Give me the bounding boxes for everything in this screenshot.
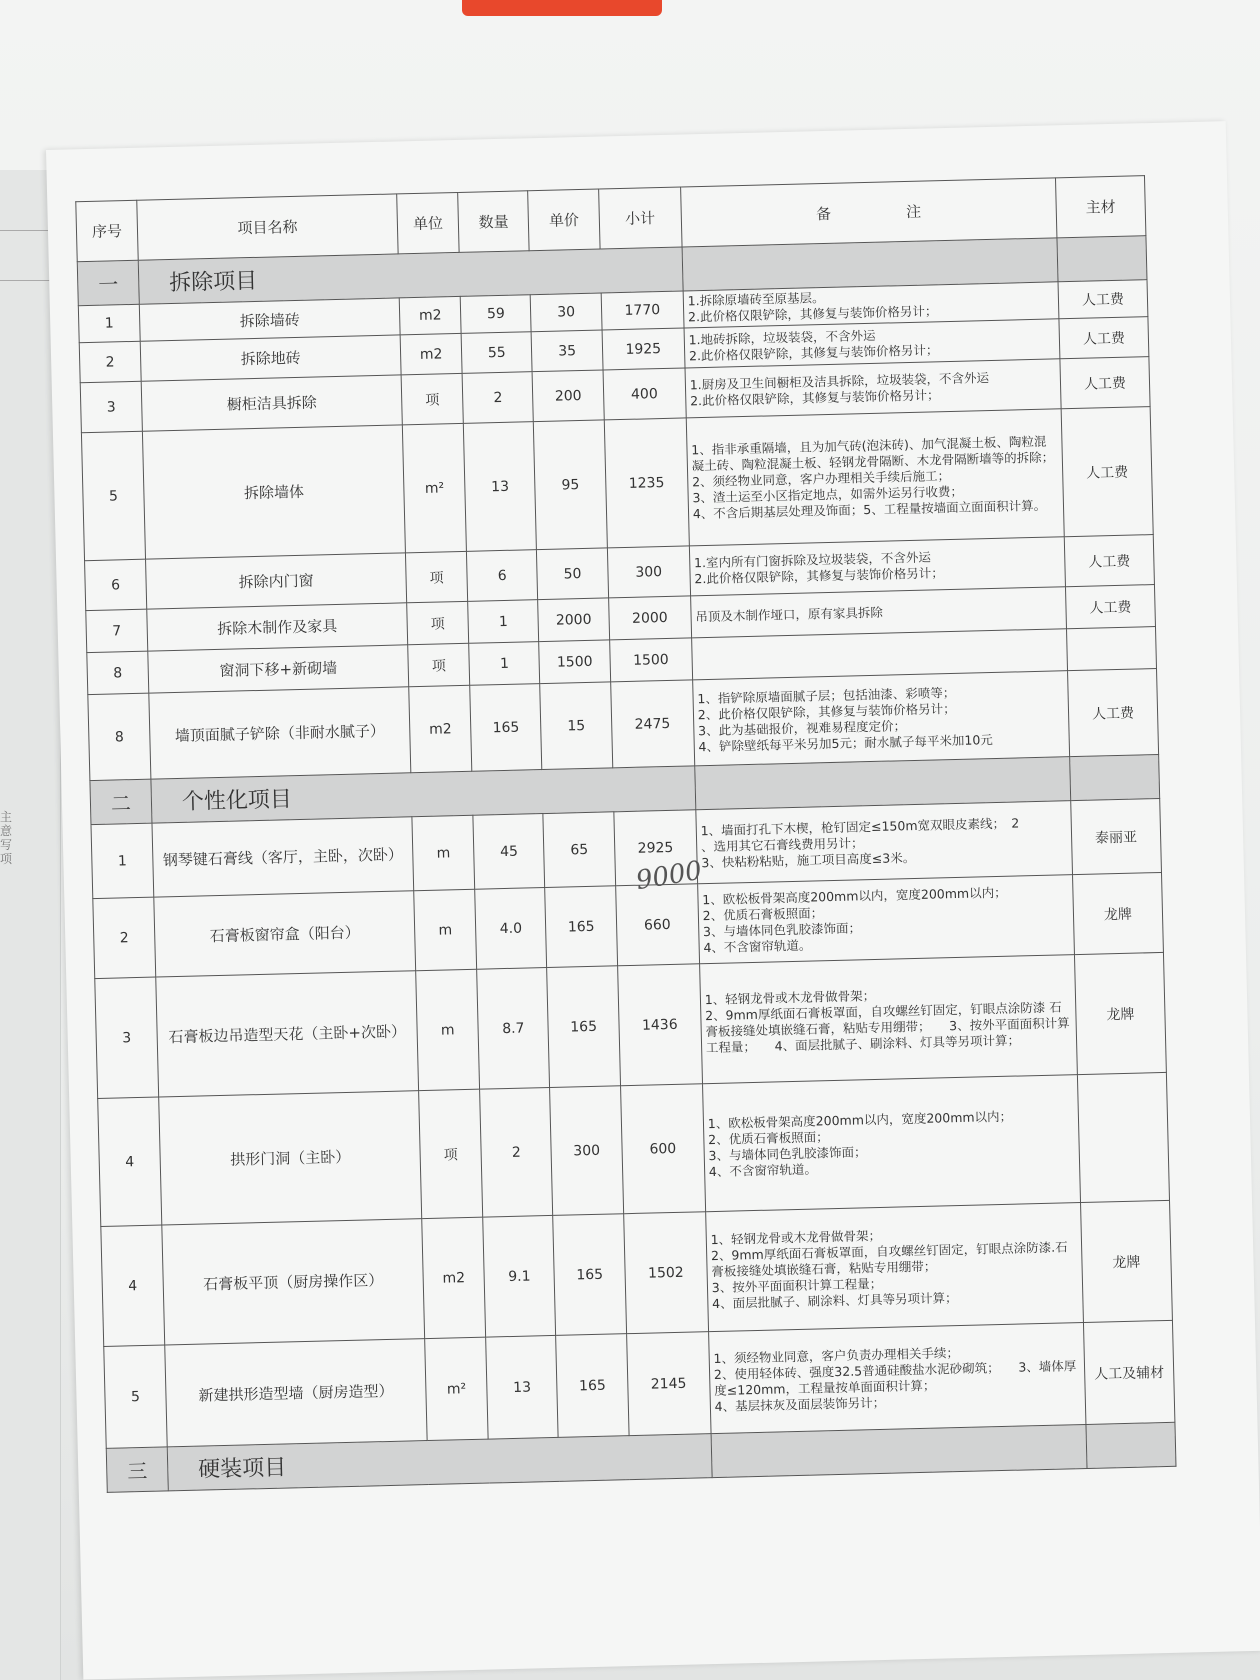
section-title: 拆除项目	[138, 247, 683, 304]
cell-subtotal: 1502	[623, 1212, 708, 1334]
cell-material: 人工及辅材	[1083, 1320, 1175, 1424]
header-unit: 单位	[397, 192, 459, 253]
cell-name: 拆除内门窗	[145, 553, 406, 609]
cell-note: 1、指非承重隔墙，且为加气砖(泡沫砖)、加气混凝土板、陶粒混凝土砖、陶粒混凝土板、轻钢龙骨隔断、木龙骨隔断墙等的拆除； 2、须经物业同意，客户办理相关手续后施工； 3、渣土运至小区指定地点，如需外运另行收费； 4、不含后期基层处理及饰面；5、工程量按墙面立面面积计算。	[686, 409, 1064, 546]
section-title: 个性化项目	[151, 766, 696, 823]
cell-note: 1.厨房及卫生间橱柜及洁具拆除，垃圾装袋，不含外运 2.此价格仅限铲除，其修复与装饰价格另计；	[685, 359, 1061, 418]
cell-note: 1.室内所有门窗拆除及垃圾装袋，不含外运 2.此价格仅限铲除，其修复与装饰价格另计；	[689, 537, 1065, 596]
cell-no: 3	[80, 381, 142, 432]
cell-no: 8	[87, 651, 149, 694]
cell-name: 拆除木制作及家具	[147, 603, 408, 651]
cell-qty: 45	[473, 814, 545, 890]
cell-price: 95	[534, 420, 607, 550]
cell-note: 1.拆除原墙砖至原基层。 2.此价格仅限铲除，其修复与装饰价格另计；	[683, 282, 1059, 328]
header-name: 项目名称	[137, 194, 399, 260]
cell-material: 人工费	[1064, 535, 1154, 587]
section-number: 一	[77, 260, 139, 305]
cell-no: 2	[93, 897, 156, 978]
cell-name: 拱形门洞（主卧）	[159, 1091, 422, 1225]
cell-material: 人工费	[1061, 407, 1153, 537]
cell-unit: 项	[419, 1089, 483, 1218]
header-price: 单价	[528, 189, 600, 251]
cell-name: 石膏板窗帘盒（阳台）	[154, 891, 416, 977]
header-remarks: 备 注	[680, 178, 1056, 247]
cell-price: 165	[556, 1334, 629, 1438]
header-no: 序号	[76, 200, 138, 261]
cell-subtotal: 1500	[609, 638, 692, 682]
cell-material	[1077, 1072, 1169, 1202]
cell-qty: 8.7	[477, 968, 550, 1090]
cell-qty: 4.0	[475, 888, 547, 970]
cell-note: 1、欧松板骨架高度200mm以内，宽度200mm以内； 2、优质石膏板照面； 3、与墙体同色乳胶漆饰面； 4、不含窗帘轨道。	[702, 1075, 1080, 1212]
cell-no: 7	[86, 609, 148, 652]
cell-qty: 13	[463, 422, 536, 552]
cell-material	[1066, 627, 1156, 671]
cell-unit: m	[412, 815, 475, 890]
cell-note: 1、轻钢龙骨或木龙骨做骨架； 2、9mm厚纸面石膏板罩面，自攻螺丝钉固定，钉眼点涂防漆 石膏板接缝处填嵌缝石膏，粘贴专用绷带； 3、按外平面面积计算工程量； 4、面层批腻子、刷涂料、灯具等另项计算；	[699, 955, 1077, 1084]
cell-material: 龙牌	[1074, 952, 1166, 1074]
cell-price: 2000	[538, 598, 609, 642]
cell-unit: m2	[422, 1217, 486, 1338]
cell-material: 人工费	[1058, 280, 1148, 319]
cell-qty: 6	[467, 550, 539, 602]
cell-unit: m2	[400, 333, 462, 374]
cell-name: 窗洞下移+新砌墙	[148, 645, 409, 693]
cell-unit: 项	[406, 551, 468, 602]
cell-note: 1、欧松板骨架高度200mm以内，宽度200mm以内； 2、优质石膏板照面； 3、与墙体同色乳胶漆饰面； 4、不含窗帘轨道。	[697, 875, 1074, 964]
cell-unit: m	[414, 889, 477, 970]
cell-material: 人工费	[1060, 357, 1150, 409]
cell-material: 泰丽亚	[1071, 798, 1162, 874]
cell-no: 2	[79, 341, 141, 382]
cell-unit: 项	[401, 373, 463, 424]
cell-subtotal: 2475	[610, 680, 694, 768]
cell-note: 1.地砖拆除，垃圾装袋，不含外运 2.此价格仅限铲除，其修复与装饰价格另计；	[684, 319, 1060, 368]
cell-qty: 165	[470, 684, 542, 772]
cell-subtotal: 300	[607, 546, 690, 598]
cell-no: 5	[81, 431, 145, 560]
cell-subtotal: 660	[615, 884, 699, 966]
cell-unit: m²	[402, 423, 466, 552]
cell-unit: m2	[399, 296, 461, 334]
header-material: 主材	[1055, 176, 1146, 238]
cell-price: 1500	[539, 640, 610, 684]
cell-qty: 2	[480, 1087, 553, 1217]
cell-name: 拆除墙砖	[139, 298, 400, 341]
cell-price: 30	[531, 293, 602, 332]
cell-subtotal: 400	[603, 368, 686, 420]
cell-qty: 2	[462, 372, 534, 424]
cell-name: 新建拱形造型墙（厨房造型）	[165, 1339, 428, 1447]
cell-price: 165	[553, 1214, 626, 1336]
cell-unit: 项	[408, 643, 470, 686]
quotation-table	[75, 175, 1176, 1493]
cell-material: 龙牌	[1080, 1200, 1172, 1322]
cell-no: 4	[98, 1097, 162, 1226]
cell-name: 石膏板平顶（厨房操作区）	[162, 1219, 425, 1345]
cell-unit: 项	[407, 601, 469, 644]
cell-unit: m²	[425, 1337, 488, 1440]
cell-material: 人工费	[1065, 585, 1155, 629]
section-remarks-cell	[711, 1424, 1087, 1477]
cell-qty: 59	[460, 295, 531, 334]
cell-subtotal: 600	[620, 1084, 705, 1214]
cell-unit: m	[416, 969, 480, 1090]
section-material-cell	[1086, 1422, 1176, 1468]
cell-price: 50	[537, 548, 609, 600]
cell-qty: 1	[469, 642, 540, 686]
cell-price: 165	[545, 886, 617, 968]
cell-no: 5	[104, 1345, 167, 1448]
cell-subtotal: 2925	[614, 810, 698, 886]
cell-unit: m2	[409, 685, 472, 772]
header-qty: 数量	[458, 191, 530, 253]
cell-material: 人工费	[1059, 317, 1149, 359]
handwritten-note: 9000	[633, 855, 705, 897]
cell-subtotal: 2145	[626, 1332, 711, 1436]
header-subtotal: 小计	[598, 187, 681, 249]
cell-subtotal: 1235	[604, 418, 689, 548]
section-material-cell	[1057, 236, 1147, 282]
section-number: 三	[106, 1447, 168, 1492]
cell-subtotal: 1925	[602, 328, 685, 370]
cell-name: 钢琴键石膏线（客厅，主卧，次卧）	[152, 817, 414, 897]
cell-price: 300	[550, 1086, 623, 1216]
cell-no: 1	[78, 304, 140, 342]
cell-no: 3	[95, 977, 159, 1098]
cell-qty: 13	[486, 1335, 559, 1439]
red-folder-edge	[462, 0, 662, 16]
cell-no: 8	[88, 693, 151, 780]
cell-subtotal: 1436	[617, 964, 702, 1086]
cell-name: 橱柜洁具拆除	[141, 375, 402, 431]
cell-name: 墙顶面腻子铲除（非耐水腻子）	[149, 687, 411, 779]
cell-no: 1	[91, 823, 154, 898]
cell-price: 200	[532, 370, 604, 422]
cell-qty: 9.1	[483, 1215, 556, 1337]
quotation-sheet	[46, 121, 1260, 1679]
cell-subtotal: 2000	[608, 596, 691, 640]
section-title: 硬装项目	[167, 1434, 712, 1491]
cell-qty: 1	[468, 600, 539, 644]
cell-note: 1、轻钢龙骨或木龙骨做骨架； 2、9mm厚纸面石膏板罩面，自攻螺丝钉固定，钉眼点涂防漆.石膏板接缝处填嵌缝石膏，粘贴专用绷带； 3、按外平面面积计算工程量； 4、面层批腻子、刷涂料、灯具等另项计算；	[705, 1203, 1083, 1332]
cell-name: 石膏板边吊造型天花（主卧+次卧）	[156, 971, 419, 1097]
cell-material: 龙牌	[1072, 872, 1163, 954]
section-number: 二	[90, 779, 152, 824]
cell-price: 65	[543, 812, 615, 888]
cell-note: 1、墙面打孔下木楔，枪钉固定≤150m宽双眼皮素线； 2 、选用其它石膏线费用另计； 3、快粘粉粘贴，施工项目高度≤3米。	[696, 801, 1073, 884]
cell-price: 35	[531, 330, 602, 372]
cell-note: 吊顶及木制作垭口，原有家具拆除	[690, 587, 1066, 638]
cell-note: 1、指铲除原墙面腻子层；包括油漆、彩喷等； 2、此价格仅限铲除，其修复与装饰价格另计； 3、此为基础报价，视难易程度定价； 4、铲除壁纸每平米另加5元；耐水腻子每平米加10元	[692, 671, 1069, 766]
cell-material: 人工费	[1067, 669, 1158, 757]
underlying-page-text: 主意写项	[0, 810, 13, 866]
cell-no: 6	[85, 559, 147, 610]
section-material-cell	[1069, 754, 1159, 800]
cell-note: 1、须经物业同意，客户负责办理相关手续； 2、使用轻体砖、强度32.5普通硅酸盐水泥砂砌筑； 3、墙体厚度≤120mm，工程量按单面面积计算； 4、基层抹灰及面层装饰另计；	[708, 1323, 1085, 1434]
cell-name: 拆除地砖	[140, 335, 401, 381]
cell-subtotal: 1770	[601, 291, 684, 330]
cell-price: 165	[547, 966, 620, 1088]
cell-qty: 55	[461, 332, 532, 374]
cell-no: 4	[101, 1225, 165, 1346]
cell-name: 拆除墙体	[142, 425, 405, 559]
cell-price: 15	[540, 682, 612, 770]
